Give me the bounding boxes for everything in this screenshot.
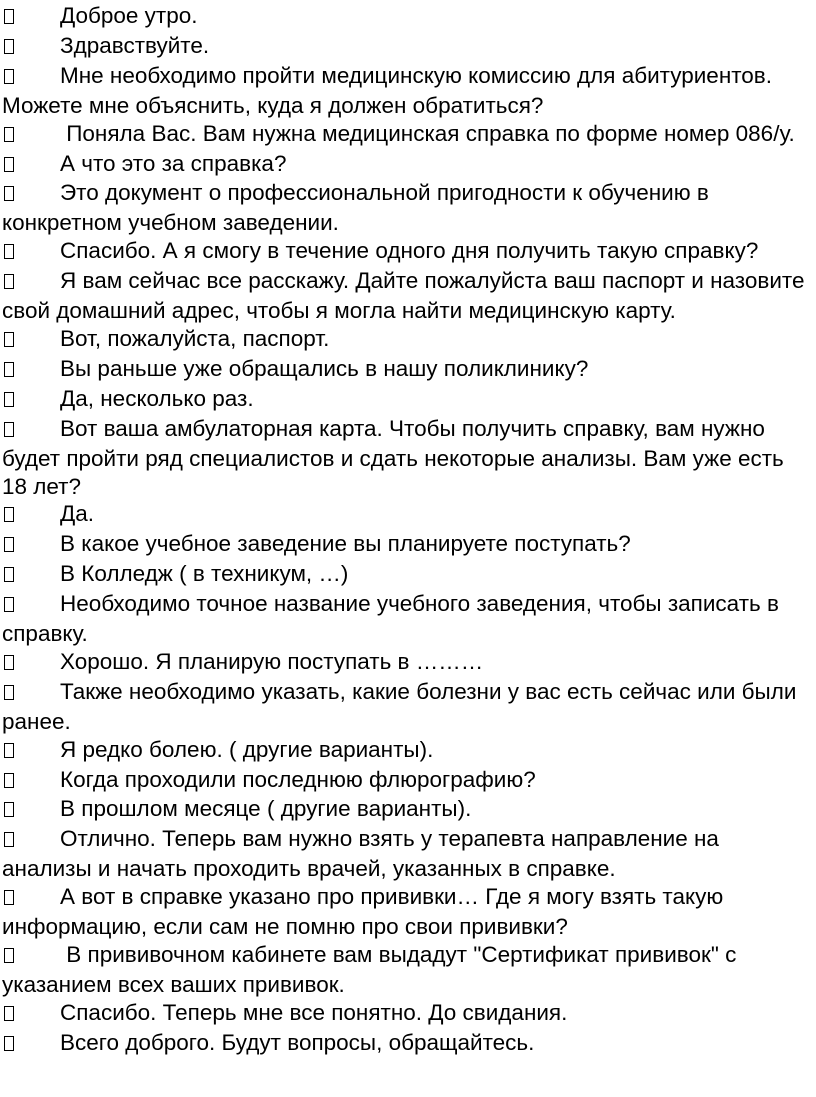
missing-glyph-box-icon [2, 532, 60, 560]
dialogue-text: В Колледж ( в техникум, …) [60, 561, 349, 587]
missing-glyph-box-icon [2, 680, 60, 708]
missing-glyph-box-icon [2, 417, 60, 445]
dialogue-line [2, 648, 806, 678]
missing-glyph-box-icon [2, 768, 60, 796]
dialogue-line [2, 678, 806, 736]
dialogue-line [2, 736, 806, 766]
missing-glyph-box-icon [2, 357, 60, 385]
dialogue-text: Я редко болею. ( другие варианты). [60, 736, 434, 762]
missing-glyph-box-icon [2, 592, 60, 620]
dialogue-text: Да. [60, 501, 95, 527]
missing-glyph-box-icon [2, 738, 60, 766]
dialogue-text: Отлично. Теперь вам нужно взять у терапевта направление на анализы и начать проходить врачей, указанных в справке. [2, 826, 719, 882]
dialogue-line [2, 120, 806, 150]
missing-glyph-box-icon [2, 122, 60, 150]
dialogue-line [2, 267, 806, 325]
missing-glyph-box-icon [2, 562, 60, 590]
dialogue-text: Спасибо. Теперь мне все понятно. До свидания. [60, 999, 568, 1025]
missing-glyph-box-icon [2, 387, 60, 415]
dialogue-text: Я вам сейчас все расскажу. Дайте пожалуйста ваш паспорт и назовите свой домашний адрес, чтобы я могла найти медицинскую карту. [2, 268, 805, 324]
dialogue-line [2, 766, 806, 796]
dialogue-text: Вот, пожалуйста, паспорт. [60, 325, 330, 351]
dialogue-text: Доброе утро. [60, 3, 198, 28]
dialogue-line [2, 62, 806, 120]
dialogue-line [2, 825, 806, 883]
missing-glyph-box-icon [2, 650, 60, 678]
dialogue-text: Вот ваша амбулаторная карта. Чтобы получить справку, вам нужно будет пройти ряд специалистов и сдать некоторые анализы. Вам уже есть 18 лет? [2, 415, 784, 499]
dialogue-text: Вы раньше уже обращались в нашу поликлинику? [60, 355, 589, 381]
dialogue-text: Мне необходимо пройти медицинскую комиссию для абитуриентов. Можете мне объяснить, куда я должен обратиться? [2, 62, 773, 118]
dialogue-line [2, 325, 806, 355]
dialogue-text: В прошлом месяце ( другие варианты). [60, 796, 472, 822]
missing-glyph-box-icon [2, 181, 60, 209]
missing-glyph-box-icon [2, 827, 60, 855]
dialogue-line [2, 941, 806, 999]
dialogue-text: Поняла Вас. Вам нужна медицинская справка по форме номер 086/у. [60, 120, 795, 146]
dialogue-text: Необходимо точное название учебного заведения, чтобы записать в справку. [2, 591, 779, 647]
missing-glyph-box-icon [2, 502, 60, 530]
missing-glyph-box-icon [2, 1031, 60, 1059]
dialogue-text: Да, несколько раз. [60, 385, 254, 411]
dialogue-text: Также необходимо указать, какие болезни у вас есть сейчас или были ранее. [2, 678, 797, 734]
missing-glyph-box-icon [2, 269, 60, 297]
dialogue-line [2, 415, 806, 501]
dialogue-text: В какое учебное заведение вы планируете поступать? [60, 531, 631, 557]
dialogue-text: В прививочном кабинете вам выдадут "Сертификат прививок" с указанием всех ваших прививок. [2, 942, 737, 997]
dialogue-line [2, 590, 806, 648]
dialogue-text: Спасибо. А я смогу в течение одного дня получить такую справку? [60, 238, 759, 264]
dialogue-line [2, 999, 806, 1029]
missing-glyph-box-icon [2, 34, 60, 62]
dialogue-text: Это документ о профессиональной пригодности к обучению в конкретном учебном заведении. [2, 180, 709, 236]
missing-glyph-box-icon [2, 239, 60, 267]
dialogue-text: Здравствуйте. [60, 32, 210, 58]
dialogue-line [2, 883, 806, 941]
dialogue-text: А вот в справке указано про прививки… Где я могу взять такую информацию, если сам не помню про свои прививки? [2, 884, 724, 940]
dialogue-line [2, 237, 806, 267]
dialogue-line [2, 560, 806, 590]
dialogue-text: Когда проходили последнюю флюрографию? [60, 766, 536, 792]
dialogue-line [2, 500, 806, 530]
dialogue-text: Хорошо. Я планирую поступать в ……… [60, 648, 484, 674]
dialogue-line [2, 795, 806, 825]
dialogue-text: Всего доброго. Будут вопросы, обращайтесь. [60, 1029, 535, 1055]
missing-glyph-box-icon [2, 4, 60, 32]
dialogue-line [2, 150, 806, 180]
missing-glyph-box-icon [2, 64, 60, 92]
missing-glyph-box-icon [2, 327, 60, 355]
missing-glyph-box-icon [2, 152, 60, 180]
missing-glyph-box-icon [2, 1001, 60, 1029]
dialogue-line [2, 179, 806, 237]
dialogue-line [2, 1029, 806, 1059]
dialogue-line [2, 2, 806, 32]
dialogue-line [2, 530, 806, 560]
missing-glyph-box-icon [2, 885, 60, 913]
dialogue-text: А что это за справка? [60, 150, 287, 176]
dialogue-line [2, 385, 806, 415]
missing-glyph-box-icon [2, 943, 60, 971]
dialogue-line [2, 32, 806, 62]
dialogue-line [2, 355, 806, 385]
missing-glyph-box-icon [2, 797, 60, 825]
